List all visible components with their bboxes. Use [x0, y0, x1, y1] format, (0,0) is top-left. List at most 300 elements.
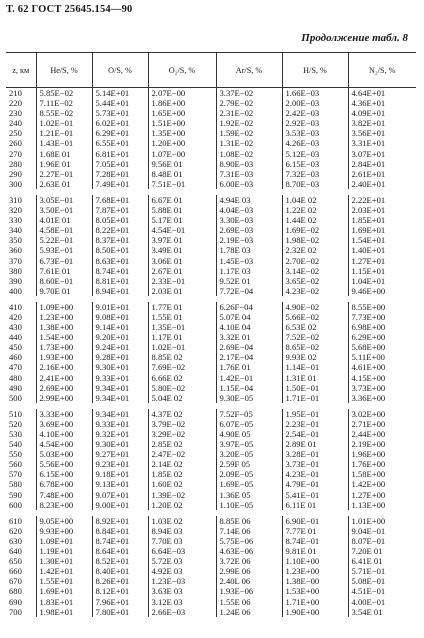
value-cell: 8.48E 01	[148, 169, 216, 179]
value-cell: 8.07E−01	[348, 536, 416, 546]
value-cell: 1.20E+00	[148, 138, 216, 148]
altitude-cell: 400	[9, 285, 22, 296]
value-cell: 5.03E+00	[36, 449, 92, 459]
value-cell: 1.86E+00	[148, 98, 216, 108]
value-cell: 1.69E+01	[348, 225, 416, 235]
table-row	[6, 576, 416, 586]
value-cell: 4.09E+01	[348, 108, 416, 118]
value-cell: 1.55E 01	[148, 312, 216, 322]
altitude-cell: 210	[9, 88, 22, 98]
value-cell: 8.94E+01	[92, 286, 148, 296]
altitude-cell: 300	[9, 178, 22, 189]
table-row	[6, 205, 416, 215]
value-cell: 8.26E+01	[92, 576, 148, 586]
value-cell: 1.66E−03	[282, 88, 348, 99]
value-cell: 8.05E+01	[92, 215, 148, 225]
table-row	[6, 459, 416, 469]
value-cell: 5.66E−02	[282, 312, 348, 322]
value-cell: 7.51E−01	[148, 179, 216, 189]
value-cell: 2.03E+01	[348, 205, 416, 215]
column-header: H/S, %	[282, 53, 348, 88]
value-cell: 1.93E−06	[216, 586, 282, 596]
table-row	[6, 312, 416, 322]
value-cell: 4.64E+01	[348, 88, 416, 99]
value-cell: 1.53E+00	[282, 586, 348, 596]
value-cell: 5.41E−01	[282, 490, 348, 500]
value-cell: 2.09E−05	[216, 469, 282, 479]
value-cell: 1.92E−02	[216, 118, 282, 128]
value-cell: 2.40L 06	[216, 576, 282, 586]
value-cell: 1.39E−02	[148, 490, 216, 500]
value-cell: 7.48E+00	[36, 490, 92, 500]
column-header: O/S, %	[92, 53, 148, 88]
value-cell: 2.99E+00	[36, 393, 92, 403]
value-cell: 7.31E−03	[216, 169, 282, 179]
altitude-cell: 280	[9, 158, 22, 169]
altitude-cell: 410	[9, 301, 22, 312]
value-cell: 5.71E−01	[348, 566, 416, 576]
value-cell: 8.94E 03	[148, 526, 216, 536]
value-cell: 8.60E−01	[36, 276, 92, 286]
altitude-cell: 470	[9, 362, 22, 373]
value-cell: 9.05E+00	[36, 516, 92, 526]
value-cell: 1.03E 02	[148, 516, 216, 526]
value-cell: 9.08E+01	[92, 312, 148, 322]
altitude-cell: 360	[9, 245, 22, 256]
altitude-cell: 420	[9, 311, 22, 322]
value-cell: 1.17E 03	[216, 266, 282, 276]
value-cell: 1.23E−03	[148, 576, 216, 586]
value-cell: 9.30E+01	[92, 362, 148, 372]
value-cell: 4.10E+00	[36, 429, 92, 439]
value-cell: 7.52E−02	[282, 332, 348, 342]
column-header: He/S, %	[36, 53, 92, 88]
value-cell: 4.79E−01	[282, 479, 348, 489]
altitude-cell: 600	[9, 499, 22, 510]
value-cell: 9.14E+01	[92, 322, 148, 332]
value-cell: 2.16E+00	[36, 362, 92, 372]
value-cell: 1.50E−01	[282, 383, 348, 393]
value-cell: 7.28E+01	[92, 169, 148, 179]
table-row	[6, 439, 416, 449]
table-row	[6, 469, 416, 479]
value-cell: 1.01E+00	[348, 516, 416, 526]
value-cell: 3.30E−03	[216, 215, 282, 225]
table-row	[6, 276, 416, 286]
value-cell: 1.58E+00	[348, 469, 416, 479]
value-cell: 4.04E−03	[216, 205, 282, 215]
value-cell: 4.51E−01	[348, 586, 416, 596]
value-cell: 1.31E 01	[282, 373, 348, 383]
value-cell: 7.52F−05	[216, 409, 282, 419]
value-cell: 1.02E−01	[148, 342, 216, 352]
table-row	[6, 393, 416, 403]
table-continuation-title: Продолжение табл. 8	[301, 32, 408, 44]
altitude-cell: 520	[9, 418, 22, 429]
table-row	[6, 179, 416, 189]
value-cell: 9.81E 01	[282, 546, 348, 556]
value-cell: 1.42E−01	[216, 373, 282, 383]
altitude-cell: 310	[9, 194, 22, 205]
value-cell: 3.97E−05	[216, 439, 282, 449]
value-cell: 1.77E 01	[148, 302, 216, 312]
value-cell: 2.44E+00	[348, 429, 416, 439]
value-cell: 1.96E 01	[36, 159, 92, 169]
value-cell: 7.80E+01	[92, 607, 148, 617]
value-cell: 2.70E−02	[282, 256, 348, 266]
altitude-cell: 240	[9, 118, 22, 129]
value-cell: 7.20E 01	[348, 546, 416, 556]
value-cell: 3.54E 01	[348, 607, 416, 617]
value-cell: 1.69E−02	[282, 225, 348, 235]
value-cell: 4.94E 03	[216, 195, 282, 205]
value-cell: 6.67E 01	[148, 195, 216, 205]
data-table-wrapper	[6, 52, 416, 617]
value-cell: 3.36E+00	[348, 393, 416, 403]
value-cell: 1.54E+01	[348, 235, 416, 245]
value-cell: 4.15E+00	[348, 373, 416, 383]
value-cell: 3.65E−02	[282, 276, 348, 286]
altitude-cell: 440	[9, 332, 22, 343]
value-cell: 7.11E−02	[36, 98, 92, 108]
value-cell: 5.07E 04	[216, 312, 282, 322]
value-cell: 3.50E−01	[36, 205, 92, 215]
value-cell: 9.04E−01	[348, 526, 416, 536]
value-cell: 2.61E+01	[348, 169, 416, 179]
value-cell: 6.15E−03	[282, 159, 348, 169]
value-cell: 2.92E−03	[282, 118, 348, 128]
value-cell: 3.20E−05	[216, 449, 282, 459]
table-row	[6, 597, 416, 607]
value-cell: 4.61E+00	[348, 362, 416, 372]
value-cell: 2.19E+00	[348, 439, 416, 449]
value-cell: 1.38E+00	[36, 322, 92, 332]
altitude-cell: 690	[9, 596, 22, 607]
altitude-cell: 460	[9, 352, 22, 363]
value-cell: 1.02E−01	[36, 118, 92, 128]
value-cell: 6.53E 02	[282, 322, 348, 332]
value-cell: 1.24E 06	[216, 607, 282, 617]
value-cell: 6.29E+01	[92, 128, 148, 138]
value-cell: 6.26F−04	[216, 302, 282, 312]
value-cell: 1.10E+00	[282, 556, 348, 566]
value-cell: 8.37E+01	[92, 235, 148, 245]
value-cell: 1.98E−02	[282, 235, 348, 245]
table-row	[6, 118, 416, 128]
value-cell: 5.44E+01	[92, 98, 148, 108]
value-cell: 4.58E−01	[36, 225, 92, 235]
value-cell: 7.77E 01	[282, 526, 348, 536]
value-cell: 9.33E+01	[92, 373, 148, 383]
value-cell: 7.68E+01	[92, 195, 148, 205]
value-cell: 2.03E 01	[148, 286, 216, 296]
value-cell: 5.04E 02	[148, 393, 216, 403]
value-cell: 1.36E 05	[216, 490, 282, 500]
value-cell: 2.99E 06	[216, 566, 282, 576]
value-cell: 8.55E+00	[348, 302, 416, 312]
value-cell: 2.42E−03	[282, 108, 348, 118]
table-row	[6, 586, 416, 596]
value-cell: 1.42E+01	[36, 566, 92, 576]
table-row	[6, 342, 416, 352]
value-cell: 2.14E 02	[148, 459, 216, 469]
value-cell: 1.71E+00	[282, 597, 348, 607]
value-cell: 1.76E 01	[216, 362, 282, 372]
table-body	[6, 88, 416, 617]
value-cell: 2.33E−01	[148, 276, 216, 286]
altitude-cell: 350	[9, 235, 22, 246]
value-cell: 3.28E−01	[282, 449, 348, 459]
value-cell: 1.55E+01	[36, 576, 92, 586]
altitude-cell: 230	[9, 108, 22, 119]
value-cell: 6.98E+00	[348, 322, 416, 332]
value-cell: 9.52E 01	[216, 276, 282, 286]
altitude-cell: 330	[9, 215, 22, 226]
altitude-cell: 380	[9, 265, 22, 276]
value-cell: 3.97E 01	[148, 235, 216, 245]
value-cell: 8.81E+01	[92, 276, 148, 286]
value-cell: 4.54E+00	[36, 439, 92, 449]
value-cell: 2.41E+00	[36, 373, 92, 383]
value-cell: 8.63E+01	[92, 256, 148, 266]
value-cell: 1.55E 06	[216, 597, 282, 607]
table-row	[6, 235, 416, 245]
value-cell: 3.82E+01	[348, 118, 416, 128]
table-row	[6, 500, 416, 510]
value-cell: 2.79E−02	[216, 98, 282, 108]
value-cell: 5.68E+00	[348, 342, 416, 352]
value-cell: 1.04E 02	[282, 195, 348, 205]
value-cell: 1.78E 03	[216, 245, 282, 255]
value-cell: 1.93E+00	[36, 352, 92, 362]
value-cell: 7.70E 03	[148, 536, 216, 546]
value-cell: 1.23E+00	[282, 566, 348, 576]
table-row	[6, 362, 416, 372]
altitude-cell: 270	[9, 148, 22, 159]
altitude-cell: 220	[9, 98, 22, 109]
value-cell: 6.41E 01	[348, 556, 416, 566]
value-cell: 4.90E−02	[282, 302, 348, 312]
value-cell: 1.69E+01	[36, 586, 92, 596]
value-cell: 8.64E+01	[92, 546, 148, 556]
table-header-row	[6, 53, 416, 88]
table-row	[6, 128, 416, 138]
value-cell: 2.69E+00	[36, 383, 92, 393]
altitude-cell: 610	[9, 515, 22, 526]
table-row	[6, 449, 416, 459]
value-cell: 4.23E−02	[282, 286, 348, 296]
altitude-cell: 450	[9, 342, 22, 353]
value-cell: 9.34E+01	[92, 409, 148, 419]
column-header: z, км	[6, 53, 36, 88]
value-cell: 5.80E−02	[148, 383, 216, 393]
table-row	[6, 138, 416, 148]
value-cell: 8.74E+01	[92, 536, 148, 546]
value-cell: 9.56E 01	[148, 159, 216, 169]
value-cell: 9.13E+01	[92, 479, 148, 489]
altitude-cell: 290	[9, 168, 22, 179]
table-row	[6, 419, 416, 429]
table-row	[6, 169, 416, 179]
value-cell: 9.34E+01	[92, 383, 148, 393]
value-cell: 8.70E−03	[282, 179, 348, 189]
value-cell: 1.68E 01	[36, 149, 92, 159]
altitude-cell: 590	[9, 489, 22, 500]
value-cell: 1.38E−00	[282, 576, 348, 586]
value-cell: 1.35E−01	[148, 322, 216, 332]
value-cell: 8.84E+01	[92, 526, 148, 536]
column-header: Ar/S, %	[216, 53, 282, 88]
table-row	[6, 566, 416, 576]
value-cell: 7.73E+00	[348, 312, 416, 322]
value-cell: 8.22E+01	[92, 225, 148, 235]
altitude-cell: 580	[9, 479, 22, 490]
value-cell: 3.73E−01	[282, 459, 348, 469]
value-cell: 1.14E−01	[282, 362, 348, 372]
value-cell: 9.93E 02	[282, 352, 348, 362]
value-cell: 3.49E 01	[148, 245, 216, 255]
value-cell: 3.12E 03	[148, 597, 216, 607]
value-cell: 9.23E+01	[92, 459, 148, 469]
value-cell: 4.54E−01	[148, 225, 216, 235]
value-cell: 4.63E−06	[216, 546, 282, 556]
altitude-cell: 340	[9, 225, 22, 236]
value-cell: 4.90E 05	[216, 429, 282, 439]
value-cell: 3.37E−02	[216, 88, 282, 99]
value-cell: 3.53E−03	[282, 128, 348, 138]
table-row	[6, 215, 416, 225]
altitude-cell: 530	[9, 429, 22, 439]
table-row	[6, 526, 416, 536]
value-cell: 7.72E−04	[216, 286, 282, 296]
altitude-cell: 370	[9, 255, 22, 266]
value-cell: 1.04E+01	[348, 276, 416, 286]
value-cell: 3.73E+00	[348, 383, 416, 393]
value-cell: 7.14E 06	[216, 526, 282, 536]
value-cell: 1.85E 02	[148, 469, 216, 479]
table-row	[6, 352, 416, 362]
table-row	[6, 98, 416, 108]
altitude-cell: 650	[9, 556, 22, 567]
table-row	[6, 256, 416, 266]
value-cell: 2.40E+01	[348, 179, 416, 189]
value-cell: 8.74E+01	[92, 266, 148, 276]
value-cell: 1.27E+01	[348, 256, 416, 266]
column-header: N₂/S, %	[348, 53, 416, 88]
value-cell: 1.30E+01	[36, 556, 92, 566]
value-cell: 6.07E−05	[216, 419, 282, 429]
value-cell: 3.32E 01	[216, 332, 282, 342]
value-cell: 1.15E−04	[216, 383, 282, 393]
altitude-cell: 320	[9, 205, 22, 216]
value-cell: 8.52E+01	[92, 556, 148, 566]
value-cell: 6.73E−01	[36, 256, 92, 266]
value-cell: 5.72E 03	[148, 556, 216, 566]
value-cell: 8.12E+01	[92, 586, 148, 596]
value-cell: 8.50E+01	[92, 245, 148, 255]
value-cell: 3.14E−02	[282, 266, 348, 276]
value-cell: 3.72E 06	[216, 556, 282, 566]
altitude-cell: 250	[9, 128, 22, 139]
value-cell: 4.37E 02	[148, 409, 216, 419]
value-cell: 5.12E−03	[282, 149, 348, 159]
table-row	[6, 266, 416, 276]
value-cell: 3.33E+00	[36, 409, 92, 419]
value-cell: 1.43E−01	[36, 138, 92, 148]
value-cell: 1.44E 02	[282, 215, 348, 225]
value-cell: 4.00E−01	[348, 597, 416, 607]
table-row	[6, 429, 416, 439]
value-cell: 5.17E 01	[148, 215, 216, 225]
value-cell: 7.87E+01	[92, 205, 148, 215]
value-cell: 3.02E+00	[348, 409, 416, 419]
column-header: O₂/S, %	[148, 53, 216, 88]
table-row	[6, 332, 416, 342]
value-cell: 1.42E+00	[348, 479, 416, 489]
altitude-cell: 670	[9, 576, 22, 587]
value-cell: 1.96E+00	[348, 449, 416, 459]
value-cell: 2.00E−03	[282, 98, 348, 108]
value-cell: 7.69E−02	[148, 362, 216, 372]
value-cell: 6.11E 01	[282, 500, 348, 510]
value-cell: 4.01E 01	[36, 215, 92, 225]
value-cell: 1.76E+00	[348, 459, 416, 469]
value-cell: 8.85E 02	[148, 352, 216, 362]
value-cell: 2.32E 02	[282, 245, 348, 255]
value-cell: 9.20E+01	[92, 332, 148, 342]
value-cell: 5.56E+00	[36, 459, 92, 469]
altitude-cell: 570	[9, 469, 22, 480]
value-cell: 3.07E+01	[348, 149, 416, 159]
table-row	[6, 149, 416, 159]
value-cell: 1.15E+01	[348, 266, 416, 276]
value-cell: 4.23E−01	[282, 469, 348, 479]
value-cell: 7.32E−03	[282, 169, 348, 179]
value-cell: 2.23E−01	[282, 419, 348, 429]
value-cell: 1.73E+00	[36, 342, 92, 352]
value-cell: 9.30E+01	[92, 439, 148, 449]
table-row	[6, 383, 416, 393]
value-cell: 9.01E+01	[92, 302, 148, 312]
value-cell: 8.92E+01	[92, 516, 148, 526]
value-cell: 2.47E−02	[148, 449, 216, 459]
value-cell: 8.74E−01	[282, 536, 348, 546]
value-cell: 3.63E 03	[148, 586, 216, 596]
value-cell: 4.92E 03	[148, 566, 216, 576]
value-cell: 1.09E+00	[36, 302, 92, 312]
table-row	[6, 88, 416, 99]
value-cell: 1.90E+00	[282, 607, 348, 617]
value-cell: 1.17E 01	[148, 332, 216, 342]
value-cell: 1.13E+00	[348, 500, 416, 510]
value-cell: 1.69E−05	[216, 479, 282, 489]
altitude-cell: 510	[9, 408, 22, 419]
table-row	[6, 546, 416, 556]
altitude-cell: 500	[9, 392, 22, 403]
value-cell: 2.19E−03	[216, 235, 282, 245]
altitude-cell: 260	[9, 138, 22, 149]
value-cell: 9.24E+01	[92, 342, 148, 352]
table-row	[6, 479, 416, 489]
value-cell: 1.98E+01	[36, 607, 92, 617]
table-row	[6, 225, 416, 235]
value-cell: 7.49E+01	[92, 179, 148, 189]
value-cell: 1.40E+01	[348, 245, 416, 255]
value-cell: 6.78E+00	[36, 479, 92, 489]
altitude-cell: 620	[9, 525, 22, 536]
value-cell: 1.71E−01	[282, 393, 348, 403]
table-row	[6, 409, 416, 419]
